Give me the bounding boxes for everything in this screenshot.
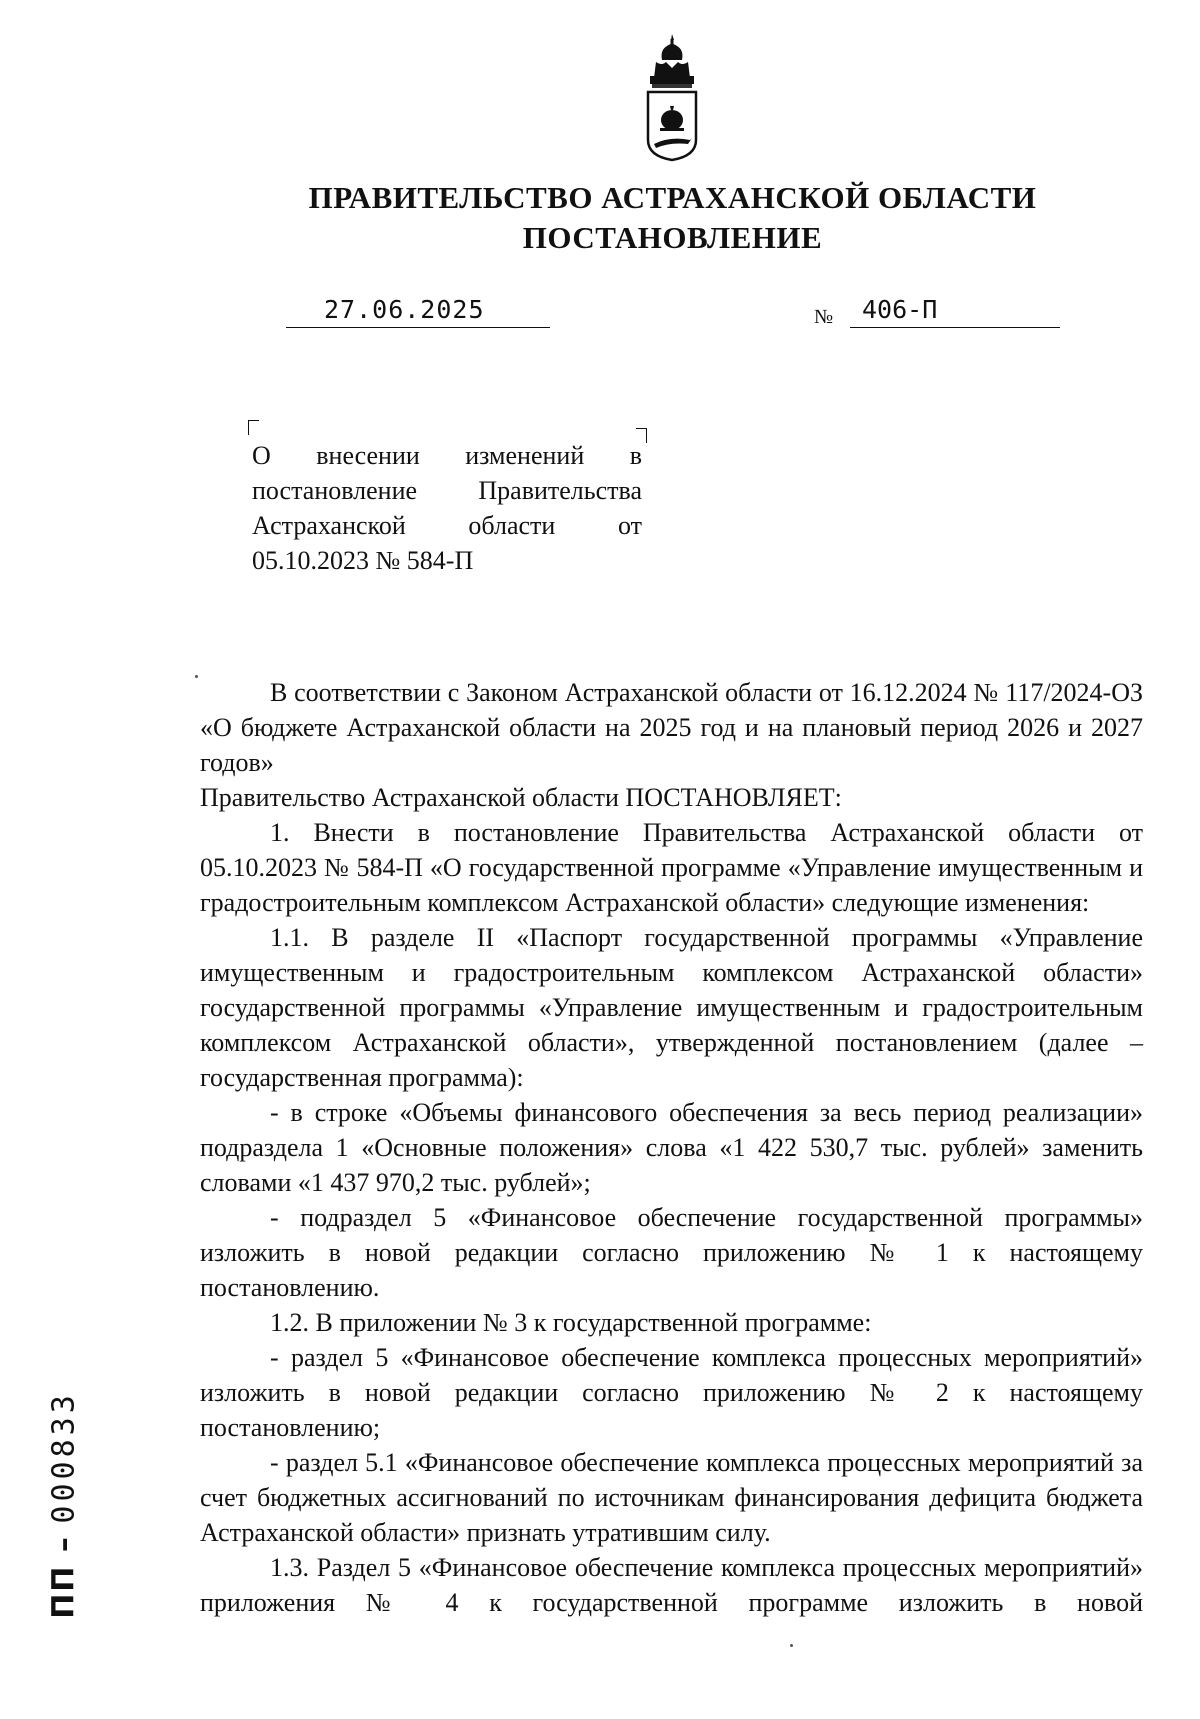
body-paragraph: - раздел 5 «Финансовое обеспечение комплекса процессных мероприятий» изложить в новой редакции согласно приложению № 2 к настоящему постановлению; bbox=[200, 1343, 1143, 1442]
subject-corner-mark-left bbox=[248, 420, 259, 435]
registration-stamp bbox=[34, 1380, 94, 1630]
body-paragraph: 1.3. Раздел 5 «Финансовое обеспечение комплекса процессных мероприятий» приложения № 4 к государственной программе изложить в новой bbox=[200, 1553, 1143, 1617]
org-title: ПРАВИТЕЛЬСТВО АСТРАХАНСКОЙ ОБЛАСТИ bbox=[308, 180, 1037, 215]
body-paragraph: 1.2. В приложении № 3 к государственной программе: bbox=[270, 1308, 872, 1337]
document-subject: О внесении изменений в постановление Правительства Астраханской области от 05.10.2023 № 584-П bbox=[252, 441, 642, 575]
stamp-code: 000833 bbox=[46, 1391, 82, 1524]
body-paragraph: 1. Внести в постановление Правительства Астраханской области от 05.10.2023 № 584-П «О государственной программе «Управление имущественным и градостроительным комплексом Астраханской области» следующие изменения: bbox=[200, 818, 1143, 917]
document-body bbox=[200, 675, 1143, 1620]
document-header bbox=[0, 178, 1200, 258]
scan-speck bbox=[790, 1644, 793, 1647]
body-paragraph: 1.1. В разделе II «Паспорт государственной программы «Управление имущественным и градостроительным комплексом Астраханской области» государственной программы «Управление имущественным и градостроительным комплексом Астраханской области», утвержденной постановлением (далее – государственная программа): bbox=[200, 923, 1143, 1092]
astrakhan-coat-of-arms-icon bbox=[640, 32, 704, 162]
body-paragraph: В соответствии с Законом Астраханской области от 16.12.2024 № 117/2024-ОЗ «О бюджете Астраханской области на 2025 год и на плановый период 2026 и 2027 годов» bbox=[200, 678, 1143, 777]
date-field bbox=[286, 295, 550, 328]
document-date: 27.06.2025 bbox=[324, 295, 485, 324]
body-paragraph: - раздел 5.1 «Финансовое обеспечение комплекса процессных мероприятий за счет бюджетных ассигнований по источникам финансирования дефицита бюджета Астраханской области» признать утратившим силу. bbox=[200, 1448, 1143, 1547]
document-number: 406-П bbox=[862, 295, 938, 324]
body-paragraph: - подраздел 5 «Финансовое обеспечение государственной программы» изложить в новой редакции согласно приложению № 1 к настоящему постановлению. bbox=[200, 1203, 1143, 1302]
body-paragraph: - в строке «Объемы финансового обеспечения за весь период реализации» подраздела 1 «Основные положения» слова «1 422 530,7 тыс. рублей» заменить словами «1 437 970,2 тыс. рублей»; bbox=[200, 1098, 1143, 1197]
number-field bbox=[850, 295, 1060, 328]
doc-type-title: ПОСТАНОВЛЕНИЕ bbox=[522, 220, 823, 255]
number-label: № bbox=[814, 306, 834, 328]
body-paragraph: Правительство Астраханской области ПОСТАНОВЛЯЕТ: bbox=[200, 783, 842, 812]
scan-speck bbox=[195, 675, 198, 678]
stamp-prefix: ПП – bbox=[46, 1535, 82, 1619]
